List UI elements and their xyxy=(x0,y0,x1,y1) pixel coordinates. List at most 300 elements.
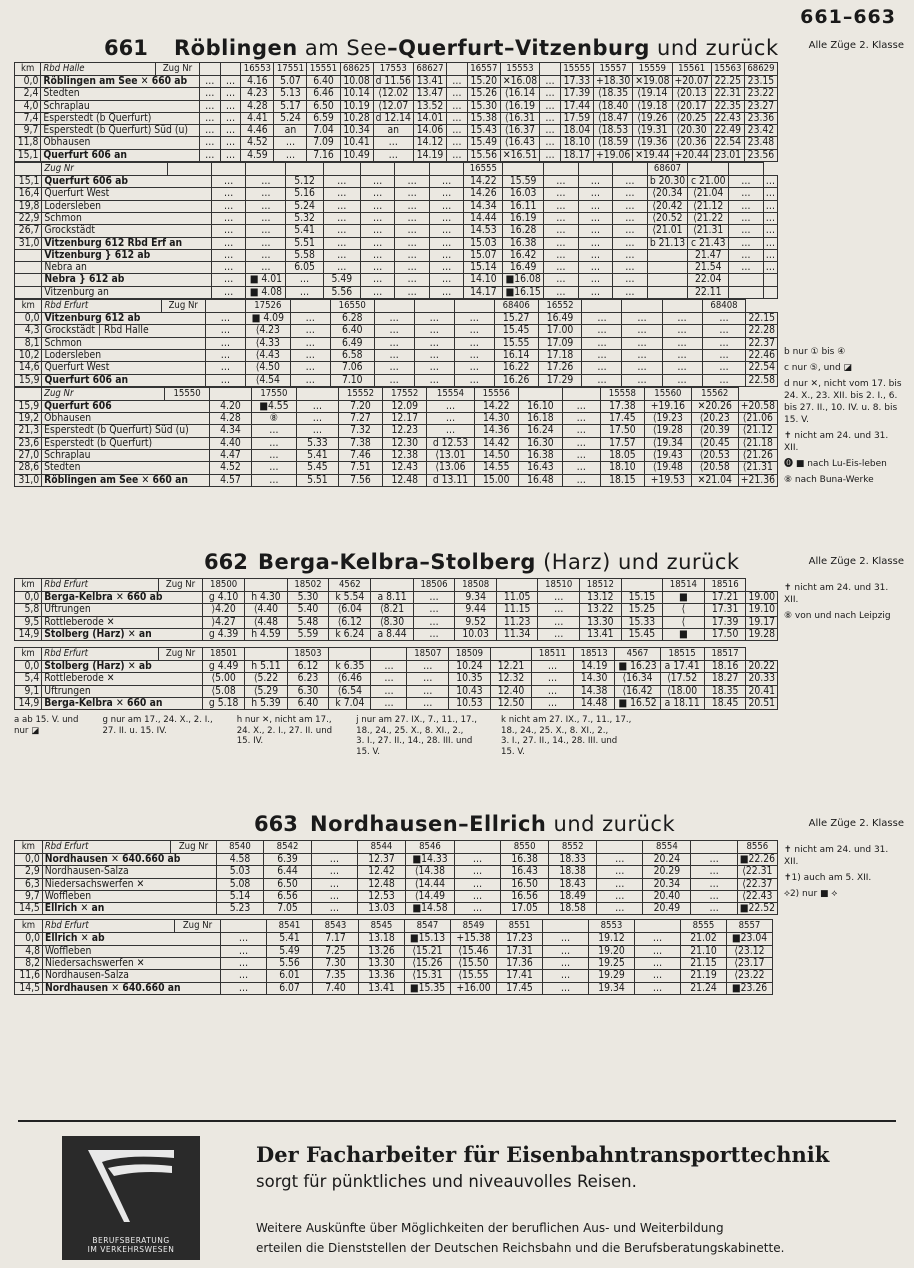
table-row xyxy=(15,286,778,298)
time-cell: 5.41 xyxy=(286,225,323,237)
header-cell xyxy=(544,163,579,176)
time-cell: … xyxy=(582,349,622,361)
header-cell: 18511 xyxy=(532,648,574,661)
km-cell: 10,2 xyxy=(15,349,42,361)
header-cell xyxy=(622,300,662,313)
time-cell: 18.05 xyxy=(600,450,644,462)
time-cell: … xyxy=(413,604,455,616)
table-row xyxy=(15,878,778,890)
header-cell: 18514 xyxy=(663,579,705,592)
time-cell: 4.52 xyxy=(209,462,251,474)
time-cell: … xyxy=(199,88,220,100)
time-cell: 17.50 xyxy=(704,628,746,640)
km-cell: 2,9 xyxy=(15,866,43,878)
time-cell: … xyxy=(454,866,500,878)
timetable-t661d xyxy=(14,387,778,487)
time-cell: 20.24 xyxy=(643,854,691,866)
time-cell: 13.26 xyxy=(359,945,405,957)
header-cell: 18509 xyxy=(449,648,491,661)
time-cell: … xyxy=(220,100,241,112)
time-cell: … xyxy=(622,313,662,325)
header-cell: 8541 xyxy=(267,920,313,933)
time-cell: … xyxy=(562,462,600,474)
time-cell: 12.21 xyxy=(490,661,531,673)
time-cell: 17.41 xyxy=(497,970,543,982)
time-cell: ⟩4.20 xyxy=(202,604,244,616)
header-cell xyxy=(371,579,413,592)
header-cell: Zug Nr xyxy=(161,300,205,313)
header-cell: 8545 xyxy=(359,920,405,933)
time-cell: … xyxy=(371,661,407,673)
header-cell: Rbd Halle xyxy=(41,63,156,76)
header-cell: 8549 xyxy=(451,920,497,933)
time-cell: 10.19 xyxy=(340,100,373,112)
time-cell: 13.41 xyxy=(413,76,446,88)
time-cell: 15.14 xyxy=(464,262,503,274)
time-cell: … xyxy=(211,225,246,237)
km-cell: 5,4 xyxy=(15,673,42,685)
header-cell: 15557 xyxy=(593,63,632,76)
time-cell: … xyxy=(199,76,220,88)
header-cell: 15558 xyxy=(600,387,644,400)
time-cell: ⟨19.36 xyxy=(633,137,672,149)
time-cell: … xyxy=(211,212,246,224)
station-cell: Vitzenburg an xyxy=(42,286,211,298)
header-cell: 18506 xyxy=(413,579,455,592)
time-cell: ⟨4.54 xyxy=(245,374,290,386)
time-cell: ⟨15.55 xyxy=(451,970,497,982)
time-cell: … xyxy=(373,149,413,161)
time-cell: 22.54 xyxy=(711,137,744,149)
time-cell: ⟨20.39 xyxy=(691,425,738,437)
time-cell: … xyxy=(613,188,648,200)
header-cell xyxy=(329,648,371,661)
time-cell: … xyxy=(395,200,430,212)
time-cell: ⟨23.17 xyxy=(727,958,773,970)
time-cell: 18.45 xyxy=(704,698,746,710)
time-cell: 17.21 xyxy=(704,592,746,604)
time-cell: 7.27 xyxy=(338,413,382,425)
time-cell: ⟨21.31 xyxy=(738,462,777,474)
time-cell: … xyxy=(429,225,464,237)
time-cell: 16.30 xyxy=(518,437,562,449)
time-cell: 4.58 xyxy=(216,854,264,866)
time-cell: 6.59 xyxy=(307,112,340,124)
time-cell: … xyxy=(211,249,246,261)
time-cell: … xyxy=(447,125,468,137)
time-cell xyxy=(647,249,688,261)
time-cell: k 6.35 xyxy=(329,661,371,673)
time-cell: … xyxy=(447,76,468,88)
table-row xyxy=(15,100,778,112)
time-cell: 10.24 xyxy=(449,661,491,673)
time-cell xyxy=(763,274,777,286)
time-cell: 20.49 xyxy=(643,903,691,915)
time-cell: … xyxy=(702,325,746,337)
header-cell: 15554 xyxy=(427,387,474,400)
header-cell: km xyxy=(15,648,42,661)
time-cell: ⟨19.43 xyxy=(645,450,692,462)
time-cell: 15.20 xyxy=(467,76,500,88)
time-cell: 16.43 xyxy=(501,866,549,878)
header-cell xyxy=(582,300,622,313)
table-row xyxy=(15,237,778,249)
km-cell: 31,0 xyxy=(15,237,42,249)
time-cell: 20.51 xyxy=(746,698,778,710)
time-cell: … xyxy=(540,100,561,112)
time-cell: … xyxy=(544,212,579,224)
time-cell: … xyxy=(395,249,430,261)
time-cell: 22.37 xyxy=(746,337,778,349)
time-cell: 18.10 xyxy=(600,462,644,474)
time-cell: ■23.04 xyxy=(727,933,773,945)
header-cell: 18517 xyxy=(704,648,746,661)
header-cell: 18515 xyxy=(660,648,704,661)
header-cell: km xyxy=(15,63,41,76)
time-cell: ✕16.08 xyxy=(500,76,539,88)
header-cell: 16557 xyxy=(467,63,500,76)
time-cell: … xyxy=(360,274,395,286)
header-cell xyxy=(540,63,561,76)
time-cell: 11.23 xyxy=(496,616,537,628)
time-cell: … xyxy=(613,237,648,249)
header-cell xyxy=(414,300,454,313)
km-cell: 19,2 xyxy=(15,413,42,425)
note-item: d nur ✕, nicht vom 17. bis 24. X., 23. XII. bis 2. I., 6. bis 27. II., 10. IV. u. 8. bis 15. V. xyxy=(784,379,902,425)
time-cell: 14.19 xyxy=(573,661,615,673)
time-cell: 19.25 xyxy=(589,958,635,970)
header-cell xyxy=(205,300,245,313)
class-note: Alle Züge 2. Klasse xyxy=(808,40,904,51)
time-cell: ■ xyxy=(663,592,705,604)
time-cell: 18.58 xyxy=(549,903,597,915)
km-cell: 8,2 xyxy=(15,958,43,970)
time-cell: 6.49 xyxy=(330,337,374,349)
station-cell: Querfurt 606 an xyxy=(41,149,199,161)
time-cell: ■23.26 xyxy=(727,982,773,994)
header-cell xyxy=(286,163,323,176)
time-cell: 17.50 xyxy=(600,425,644,437)
section-number: 663 xyxy=(254,812,298,836)
time-cell: … xyxy=(246,262,286,274)
time-cell: 18.16 xyxy=(704,661,746,673)
time-cell: 15.27 xyxy=(494,313,538,325)
time-cell: … xyxy=(360,225,395,237)
tables-663 xyxy=(14,840,778,995)
header-cell xyxy=(245,648,287,661)
table-header xyxy=(15,300,778,313)
time-cell: 11.15 xyxy=(496,604,537,616)
time-cell: 18.27 xyxy=(704,673,746,685)
header-cell: 15556 xyxy=(474,387,518,400)
station-cell: Nordhausen ✕ 640.660 ab xyxy=(42,854,216,866)
time-cell: g 5.18 xyxy=(202,698,244,710)
time-cell: … xyxy=(622,337,662,349)
time-cell: ✕16.51 xyxy=(500,149,539,161)
time-cell: ⟨21.31 xyxy=(688,225,729,237)
header-cell: 17550 xyxy=(251,387,296,400)
time-cell: … xyxy=(763,176,777,188)
time-cell: … xyxy=(211,262,246,274)
time-cell: … xyxy=(578,286,613,298)
time-cell: 5.07 xyxy=(274,76,307,88)
time-cell: a 18.11 xyxy=(660,698,704,710)
time-cell: 7.16 xyxy=(307,149,340,161)
km-cell: 11,6 xyxy=(15,970,43,982)
time-cell: … xyxy=(702,374,746,386)
time-cell: … xyxy=(622,374,662,386)
time-cell: 15.15 xyxy=(621,592,662,604)
time-cell: … xyxy=(635,933,681,945)
time-cell: ■ 16.52 xyxy=(615,698,660,710)
table-header xyxy=(15,63,778,76)
station-cell: Esperstedt (b Querfurt) xyxy=(41,112,199,124)
time-cell: … xyxy=(544,286,579,298)
header-cell xyxy=(662,300,702,313)
time-cell: ⑧ xyxy=(251,413,296,425)
time-cell: … xyxy=(220,149,241,161)
time-cell: ⟨18.35 xyxy=(593,88,632,100)
time-cell: 5.30 xyxy=(287,592,329,604)
time-cell: … xyxy=(729,262,764,274)
station-cell: Berga-Kelbra ✕ 660 ab xyxy=(42,592,203,604)
time-cell: 11.34 xyxy=(496,628,537,640)
note-item: ✝ nicht am 24. und 31. XII. xyxy=(784,431,889,453)
time-cell: 21.54 xyxy=(688,262,729,274)
time-cell: 15.55 xyxy=(494,337,538,349)
header-cell xyxy=(543,920,589,933)
header-cell: 15552 xyxy=(338,387,382,400)
timetable-t662b xyxy=(14,647,778,710)
time-cell: 17.29 xyxy=(538,374,582,386)
station-cell: Esperstedt (b Querfurt) xyxy=(42,437,210,449)
time-cell: 19.20 xyxy=(589,945,635,957)
time-cell: 4.46 xyxy=(241,125,274,137)
time-cell: 23.42 xyxy=(744,125,777,137)
time-cell: ⟨21.18 xyxy=(738,437,777,449)
timetable-662 xyxy=(14,548,904,757)
header-cell: 8555 xyxy=(681,920,727,933)
time-cell: … xyxy=(597,866,643,878)
time-cell: d 11.56 xyxy=(373,76,413,88)
time-cell: 16.50 xyxy=(501,878,549,890)
station-cell: Nebra an xyxy=(42,262,211,274)
station-cell: Schraplau xyxy=(42,450,210,462)
time-cell: h 4.30 xyxy=(245,592,287,604)
station-cell: Woffleben xyxy=(43,945,221,957)
time-cell: 6.40 xyxy=(307,76,340,88)
time-cell: 17.31 xyxy=(704,604,746,616)
time-cell: 15.45 xyxy=(621,628,662,640)
table-row xyxy=(15,685,778,697)
time-cell: … xyxy=(323,249,360,261)
time-cell: … xyxy=(407,698,449,710)
time-cell: 18.17 xyxy=(560,149,593,161)
time-cell: 12.40 xyxy=(490,685,531,697)
header-cell xyxy=(360,163,395,176)
time-cell: … xyxy=(613,200,648,212)
time-cell: … xyxy=(360,200,395,212)
time-cell: … xyxy=(395,237,430,249)
header-cell: Zug Nr xyxy=(42,387,165,400)
station-cell: Rottleberode ✕ xyxy=(42,616,203,628)
time-cell: h 5.39 xyxy=(245,698,287,710)
time-cell: ⟨20.45 xyxy=(691,437,738,449)
time-cell: … xyxy=(763,225,777,237)
time-cell: 4.52 xyxy=(241,137,274,149)
time-cell: +21.36 xyxy=(738,474,777,486)
time-cell: 7.20 xyxy=(338,400,382,412)
time-cell: 12.38 xyxy=(383,450,427,462)
time-cell: 21.10 xyxy=(681,945,727,957)
table-row xyxy=(15,474,778,486)
km-cell: 22,9 xyxy=(15,212,42,224)
time-cell: … xyxy=(374,374,414,386)
time-cell: 16.28 xyxy=(503,225,544,237)
time-cell: … xyxy=(532,673,574,685)
time-cell: ⟨18.59 xyxy=(593,137,632,149)
time-cell: … xyxy=(763,237,777,249)
time-cell: 15.49 xyxy=(467,137,500,149)
table-row xyxy=(15,76,778,88)
time-cell: ⟨20.53 xyxy=(691,450,738,462)
time-cell: … xyxy=(662,374,702,386)
table-header xyxy=(15,579,778,592)
header-cell xyxy=(691,841,737,854)
table-row xyxy=(15,313,778,325)
header-cell: 15560 xyxy=(645,387,692,400)
km-cell: 9,7 xyxy=(15,890,43,902)
time-cell: … xyxy=(578,200,613,212)
time-cell: 10.49 xyxy=(340,149,373,161)
header-cell: 17526 xyxy=(245,300,290,313)
time-cell: 19.28 xyxy=(746,628,778,640)
time-cell: ⟨21.12 xyxy=(738,425,777,437)
time-cell: 14.50 xyxy=(474,450,518,462)
time-cell: 5.48 xyxy=(287,616,329,628)
time-cell: … xyxy=(374,349,414,361)
time-cell: ⟨6.12 xyxy=(329,616,371,628)
time-cell: … xyxy=(414,325,454,337)
station-cell: Ellrich ✕ an xyxy=(42,903,216,915)
section-title: Nordhausen–Ellrich und zurück xyxy=(310,812,676,836)
time-cell: … xyxy=(221,933,267,945)
time-cell: ⟨13.01 xyxy=(427,450,474,462)
station-cell: Stedten xyxy=(41,88,199,100)
time-cell: 11.05 xyxy=(496,592,537,604)
time-cell: ⟨6.04 xyxy=(329,604,371,616)
time-cell: 21.24 xyxy=(681,982,727,994)
time-cell: 7.46 xyxy=(338,450,382,462)
header-cell: 8544 xyxy=(357,841,405,854)
time-cell: … xyxy=(613,225,648,237)
section-header-662 xyxy=(14,548,904,578)
time-cell: … xyxy=(220,88,241,100)
time-cell: 15.38 xyxy=(467,112,500,124)
section-header-663 xyxy=(14,810,904,840)
header-cell xyxy=(729,163,764,176)
time-cell: ⟨20.34 xyxy=(647,188,688,200)
time-cell: 19.12 xyxy=(589,933,635,945)
time-cell: … xyxy=(429,212,464,224)
time-cell: ⟨5.08 xyxy=(202,685,244,697)
timetable-t662a xyxy=(14,578,778,641)
time-cell: … xyxy=(374,313,414,325)
time-cell: 18.49 xyxy=(549,890,597,902)
time-cell: … xyxy=(205,374,245,386)
header-cell: 8552 xyxy=(549,841,597,854)
header-cell: 68607 xyxy=(647,163,688,176)
header-cell: 8553 xyxy=(589,920,635,933)
time-cell: 4.40 xyxy=(209,437,251,449)
time-cell: … xyxy=(413,616,455,628)
time-cell: ⟨ xyxy=(663,616,705,628)
table-row xyxy=(15,325,778,337)
timetable-t661a xyxy=(14,62,778,162)
time-cell: … xyxy=(286,274,323,286)
station-cell: Stolberg (Harz) ✕ an xyxy=(42,628,203,640)
time-cell: b 21.13 xyxy=(647,237,688,249)
station-cell: Uftrungen xyxy=(42,604,203,616)
time-cell: … xyxy=(582,325,622,337)
time-cell: 16.42 xyxy=(503,249,544,261)
table-row xyxy=(15,413,778,425)
time-cell xyxy=(647,286,688,298)
table-row xyxy=(15,262,778,274)
header-cell xyxy=(597,841,643,854)
time-cell: ⟨21.04 xyxy=(688,188,729,200)
tables-661 xyxy=(14,62,778,490)
time-cell: 14.53 xyxy=(464,225,503,237)
km-cell: 19,8 xyxy=(15,200,42,212)
time-cell: 23.36 xyxy=(744,112,777,124)
time-cell: … xyxy=(429,176,464,188)
time-cell: … xyxy=(578,274,613,286)
time-cell: … xyxy=(578,249,613,261)
time-cell: ⟨8.30 xyxy=(371,616,413,628)
class-note: Alle Züge 2. Klasse xyxy=(808,556,904,567)
time-cell: 16.38 xyxy=(518,450,562,462)
time-cell: 5.49 xyxy=(267,945,313,957)
header-cell xyxy=(290,300,330,313)
time-cell: 17.18 xyxy=(538,349,582,361)
time-cell: … xyxy=(538,628,580,640)
table-row xyxy=(15,970,773,982)
header-cell xyxy=(635,920,681,933)
km-cell: 14,6 xyxy=(15,362,42,374)
time-cell: ⟨6.54 xyxy=(329,685,371,697)
header-cell: 15553 xyxy=(500,63,539,76)
time-cell: … xyxy=(323,212,360,224)
time-cell: ⟨20.25 xyxy=(672,112,711,124)
header-cell xyxy=(220,63,241,76)
km-cell: 5,8 xyxy=(15,604,42,616)
time-cell: … xyxy=(582,362,622,374)
time-cell: 12.53 xyxy=(357,890,405,902)
ad-headline: Der Facharbeiter für Eisenbahntransporttechnik xyxy=(256,1142,830,1167)
time-cell: ⟨14.38 xyxy=(406,866,455,878)
time-cell: … xyxy=(544,200,579,212)
km-cell: 11,8 xyxy=(15,137,41,149)
time-cell: 22.54 xyxy=(746,362,778,374)
time-cell: ⟨19.14 xyxy=(633,88,672,100)
km-cell: 0,0 xyxy=(15,76,41,88)
time-cell: ⟨21.22 xyxy=(688,212,729,224)
time-cell: … xyxy=(578,262,613,274)
time-cell: 9.52 xyxy=(455,616,497,628)
time-cell: … xyxy=(246,176,286,188)
time-cell: 20.41 xyxy=(746,685,778,697)
